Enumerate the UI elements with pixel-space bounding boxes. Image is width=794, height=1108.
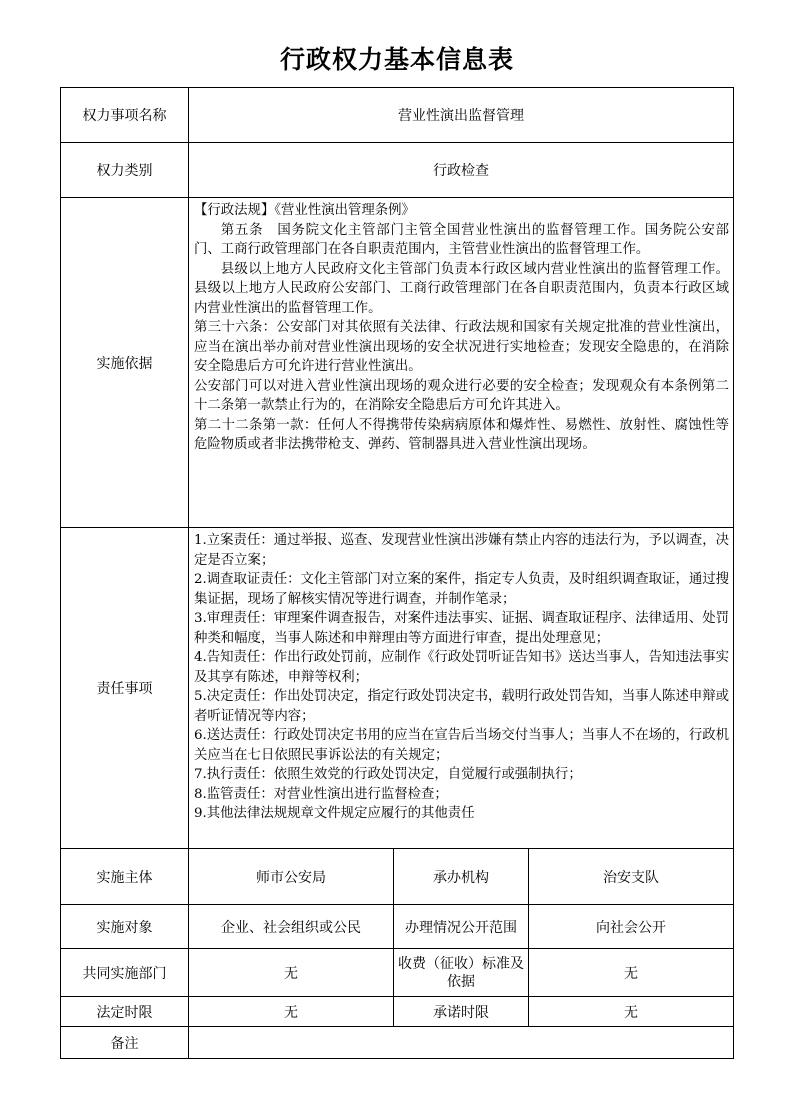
info-table bbox=[60, 87, 734, 1059]
value-legal-limit: 无 bbox=[189, 997, 394, 1027]
value-name: 营业性演出监督管理 bbox=[189, 88, 734, 143]
duty-item: 9.其他法律法规规章文件规定应履行的其他责任 bbox=[194, 806, 475, 821]
page-title: 行政权力基本信息表 bbox=[279, 45, 514, 74]
value-target: 企业、社会组织或公民 bbox=[189, 905, 394, 949]
label-remarks: 备注 bbox=[61, 1027, 189, 1059]
row-duties bbox=[61, 528, 734, 849]
value-agency: 治安支队 bbox=[529, 849, 734, 905]
row-co-dept bbox=[61, 949, 734, 997]
duty-item: 8.监管责任：对营业性演出进行监督检查； bbox=[194, 786, 448, 802]
row-category bbox=[61, 143, 734, 198]
label-category: 权力类别 bbox=[61, 143, 189, 198]
label-duties: 责任事项 bbox=[61, 528, 189, 849]
label-subject: 实施主体 bbox=[61, 849, 189, 905]
value-category: 行政检查 bbox=[189, 143, 734, 198]
basis-line: 第三十六条：公安部门对其依照有关法律、行政法规和国家有关规定批准的营业性演出，应当在演出举办前对营业性演出现场的安全状况进行实地检查；发现安全隐患的，在消除安全隐患后方可允许进行营业性演出。 bbox=[194, 320, 730, 374]
label-legal-limit: 法定时限 bbox=[61, 997, 189, 1027]
row-legal-limit bbox=[61, 997, 734, 1027]
duty-item: 4.告知责任：作出行政处罚前，应制作《行政处罚听证告知书》送达当事人，告知违法事实及其享有陈述，申辩等权利； bbox=[194, 650, 730, 685]
basis-line: 县级以上地方人民政府文化主管部门负责本行政区域内营业性演出的监督管理工作。县级以上地方人民政府公安部门、工商行政管理部门在各自职责范围内，负责本行政区域内营业性演出的监督管理工作。 bbox=[194, 261, 730, 316]
duty-item: 7.执行责任：依照生效党的行政处罚决定，自觉履行或强制执行； bbox=[194, 767, 582, 782]
basis-line: 第二十二条第一款：任何人不得携带传染病病原体和爆炸性、易燃性、放射性、腐蚀性等危险物质或者非法携带枪支、弹药、管制器具进入营业性演出现场。 bbox=[194, 417, 730, 452]
label-promise: 承诺时限 bbox=[394, 997, 529, 1027]
duty-item: 6.送达责任：行政处罚决定书用的应当在宣告后当场交付当事人；当事人不在场的，行政机关应当在七日依照民事诉讼法的有关规定； bbox=[194, 728, 730, 763]
value-promise: 无 bbox=[529, 997, 734, 1027]
value-subject: 师市公安局 bbox=[189, 849, 394, 905]
row-name bbox=[61, 88, 734, 143]
value-basis bbox=[189, 198, 734, 528]
row-subject bbox=[61, 849, 734, 905]
value-co-dept: 无 bbox=[189, 949, 394, 997]
label-target: 实施对象 bbox=[61, 905, 189, 949]
duty-item: 2.调查取证责任：文化主管部门对立案的案件，指定专人负责，及时组织调查取证，通过搜集证据，现场了解核实情况等进行调查，并制作笔录； bbox=[194, 572, 730, 607]
value-disclosure: 向社会公开 bbox=[529, 905, 734, 949]
value-duties bbox=[189, 528, 734, 849]
value-remarks bbox=[189, 1027, 734, 1059]
value-fee: 无 bbox=[529, 949, 734, 997]
basis-line: 【行政法规】《营业性演出管理条例》 bbox=[194, 203, 415, 218]
label-basis: 实施依据 bbox=[61, 198, 189, 528]
duty-item: 1.立案责任：通过举报、巡查、发现营业性演出涉嫌有禁止内容的违法行为，予以调查，决定是否立案； bbox=[194, 533, 730, 568]
label-fee: 收费（征收）标准及依据 bbox=[394, 949, 529, 997]
row-remarks bbox=[61, 1027, 734, 1059]
row-target bbox=[61, 905, 734, 949]
label-name: 权力事项名称 bbox=[61, 88, 189, 143]
row-basis bbox=[61, 198, 734, 528]
duty-item: 5.决定责任：作出处罚决定，指定行政处罚决定书，载明行政处罚告知，当事人陈述申辩或者听证情况等内容； bbox=[194, 689, 730, 724]
label-agency: 承办机构 bbox=[394, 849, 529, 905]
label-disclosure: 办理情况公开范围 bbox=[394, 905, 529, 949]
basis-line: 公安部门可以对进入营业性演出现场的观众进行必要的安全检查；发现观众有本条例第二十二条第一款禁止行为的，在消除安全隐患后方可允许其进入。 bbox=[194, 378, 730, 413]
label-co-dept: 共同实施部门 bbox=[61, 949, 189, 997]
duty-item: 3.审理责任：审理案件调查报告，对案件违法事实、证据、调查取证程序、法律适用、处罚种类和幅度，当事人陈述和申辩理由等方面进行审查，提出处理意见； bbox=[194, 611, 730, 646]
basis-line: 第五条 国务院文化主管部门主管全国营业性演出的监督管理工作。国务院公安部门、工商行政管理部门在各自职责范围内，主管营业性演出的监督管理工作。 bbox=[194, 222, 730, 257]
